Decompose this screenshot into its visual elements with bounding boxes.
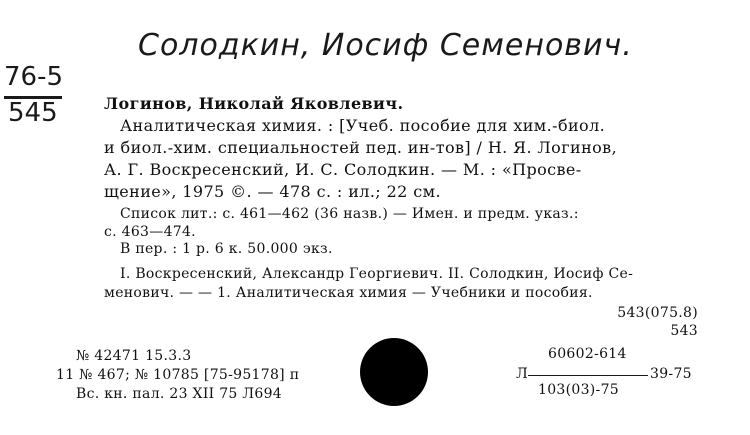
title-line-4: щение», 1975 ©. — 478 с. : ил.; 22 см.	[104, 182, 441, 201]
udc-code: 543(075.8)	[617, 305, 698, 321]
call-number-bottom: 545	[8, 98, 58, 128]
price-note: В пер. : 1 р. 6 к. 50.000 экз.	[120, 241, 333, 257]
order-code-bottom: 103(03)-75	[538, 382, 620, 398]
bibliography-note: Список лит.: с. 461—462 (36 назв.) — Имен. и предм. указ.:	[120, 206, 579, 222]
main-entry-author: Логинов, Николай Яковлевич.	[104, 94, 404, 113]
order-code-prefix: Л	[516, 366, 528, 382]
tracing-line-2: менович. — — 1. Аналитическая химия — Учебники и пособия.	[104, 285, 593, 301]
title-line-3: А. Г. Воскресенский, И. С. Солодкин. — М. : «Просве-	[104, 160, 582, 179]
handwritten-heading: Солодкин, Иосиф Семенович.	[138, 28, 633, 63]
call-number-top: 76-5	[4, 62, 64, 92]
punch-hole	[360, 338, 428, 406]
title-line-1: Аналитическая химия. : [Учеб. пособие для хим.-биол.	[120, 116, 606, 135]
index-note: с. 463—474.	[104, 224, 196, 240]
tracing-line-1: I. Воскресенский, Александр Георгиевич. II. Солодкин, Иосиф Се-	[120, 266, 634, 282]
title-line-2: и биол.-хим. специальностей пед. ин-тов] / Н. Я. Логинов,	[104, 138, 618, 157]
udc-code-short: 543	[670, 323, 698, 339]
print-info-line-2: 11 № 467; № 10785 [75-95178] п	[56, 367, 300, 383]
order-code-suffix: 39-75	[650, 366, 692, 382]
print-info-line-3: Вс. кн. пал. 23 XII 75 Л694	[76, 386, 282, 402]
order-code-divider	[528, 375, 648, 376]
print-info-line-1: № 42471 15.3.3	[76, 348, 192, 364]
order-code-top: 60602-614	[548, 346, 627, 362]
